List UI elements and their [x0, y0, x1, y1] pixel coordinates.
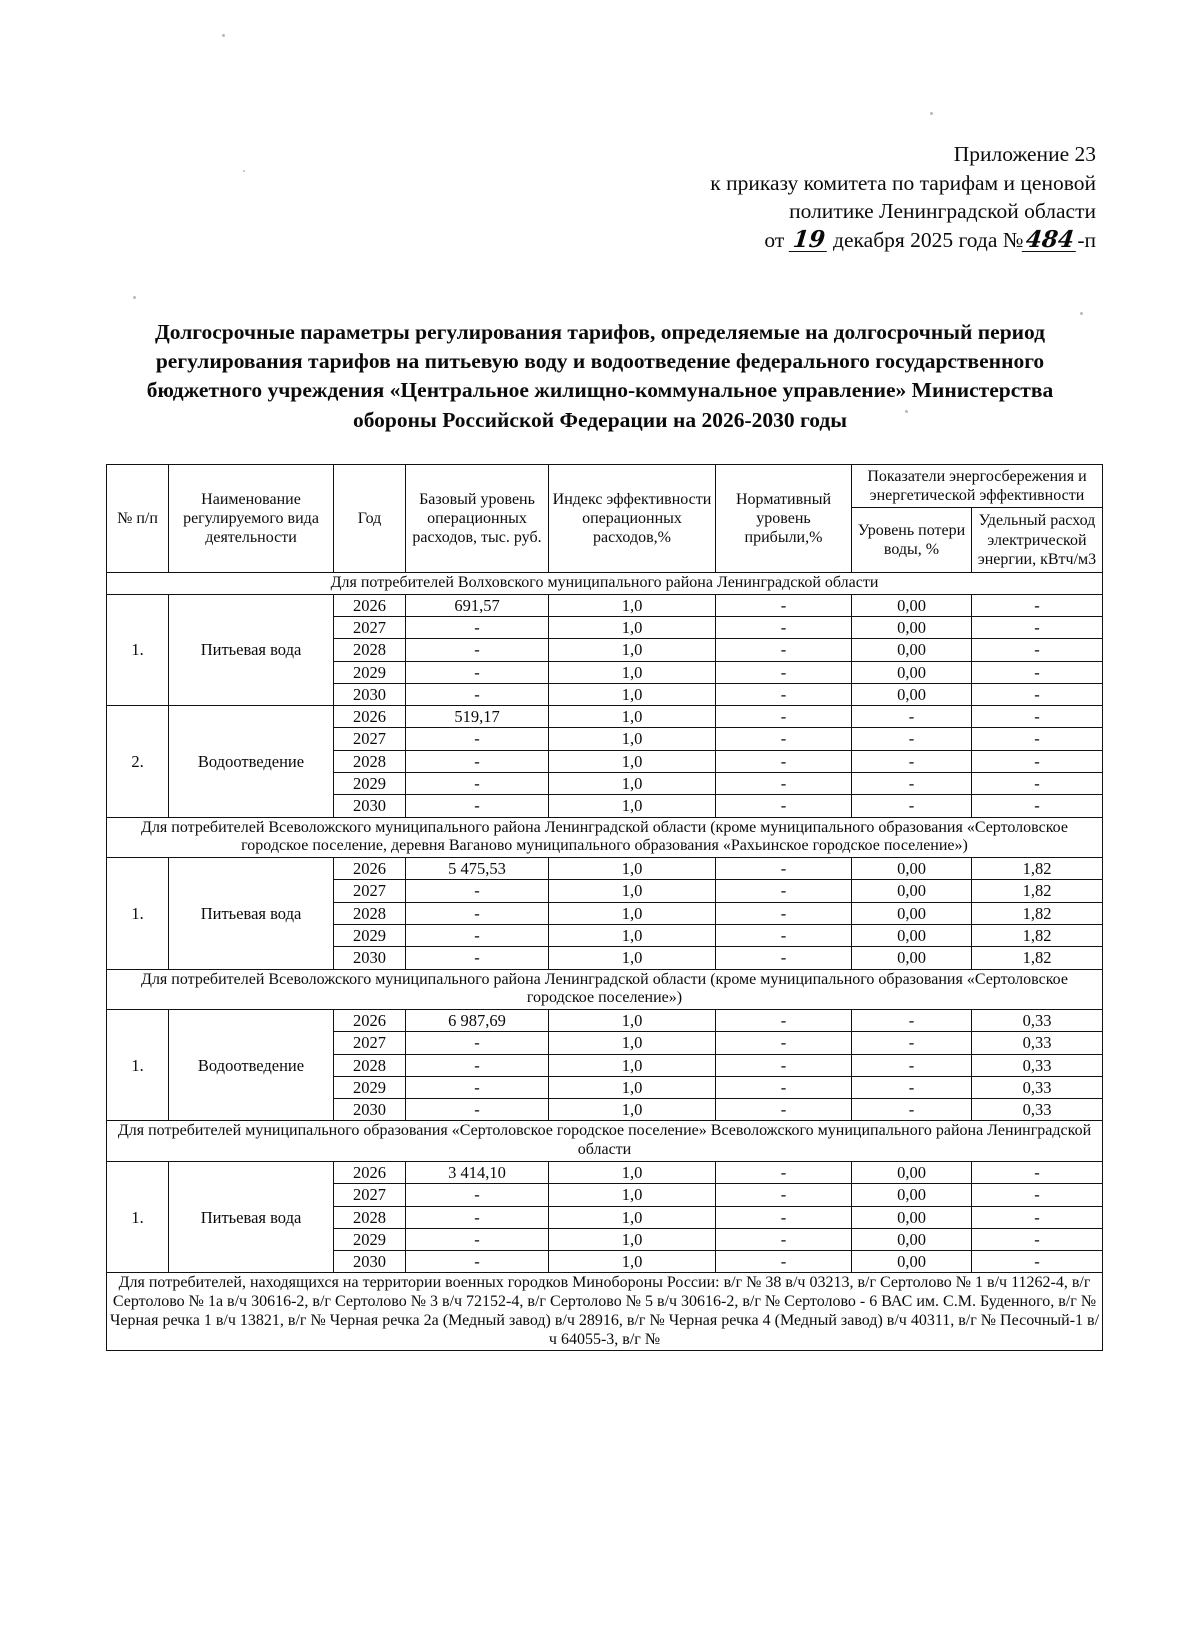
electric-cell: 0,33 [972, 1099, 1103, 1121]
year-cell: 2028 [334, 639, 406, 661]
electric-cell: - [972, 773, 1103, 795]
water-loss-cell: - [852, 795, 972, 817]
electric-cell: 0,33 [972, 1032, 1103, 1054]
efficiency-index-cell: 1,0 [549, 661, 716, 683]
year-cell: 2027 [334, 880, 406, 902]
section-caption: Для потребителей Всеволожского муниципального района Ленинградской области (кроме муниципального образования «Сертоловское городское поселение») [107, 969, 1103, 1009]
efficiency-index-cell: 1,0 [549, 1161, 716, 1183]
year-cell: 2030 [334, 947, 406, 969]
col-header-no: № п/п [107, 465, 169, 573]
efficiency-index-cell: 1,0 [549, 1009, 716, 1031]
water-loss-cell: - [852, 1032, 972, 1054]
year-cell: 2026 [334, 858, 406, 880]
efficiency-index-cell: 1,0 [549, 1076, 716, 1098]
water-loss-cell: 0,00 [852, 639, 972, 661]
base-level-cell: - [406, 1054, 549, 1076]
page-title: Долгосрочные параметры регулирования тарифов, определяемые на долгосрочный период регулирования тарифов на питьевую воду и водоотведение федерального государственного бюджетного учреждения «Центральное жилищно-коммунальное управление» Министерства обороны Российской Федерации на 2026-2030 годы [146, 320, 1054, 432]
year-cell: 2026 [334, 1009, 406, 1031]
year-cell: 2030 [334, 1099, 406, 1121]
year-cell: 2026 [334, 706, 406, 728]
activity-name: Водоотведение [169, 706, 334, 817]
year-cell: 2029 [334, 661, 406, 683]
row-number: 1. [107, 594, 169, 705]
profit-level-cell: - [716, 1228, 852, 1250]
section-caption: Для потребителей Волховского муниципального района Ленинградской области [107, 572, 1103, 594]
water-loss-cell: 0,00 [852, 616, 972, 638]
order-number-handwritten: 484 [1022, 228, 1079, 252]
table-header-row-1 [107, 465, 1103, 508]
electric-cell: - [972, 1206, 1103, 1228]
water-loss-cell: 0,00 [852, 1251, 972, 1273]
efficiency-index-cell: 1,0 [549, 616, 716, 638]
section-caption: Для потребителей Всеволожского муниципального района Ленинградской области (кроме муниципального образования «Сертоловское городское поселение, деревня Ваганово муниципального образования «Рахьинское городское поселение») [107, 817, 1103, 857]
appendix-number: Приложение 23 [953, 142, 1096, 166]
profit-level-cell: - [716, 706, 852, 728]
electric-cell: - [972, 728, 1103, 750]
base-level-cell: - [406, 1228, 549, 1250]
profit-level-cell: - [716, 683, 852, 705]
electric-cell: - [972, 594, 1103, 616]
electric-cell: - [972, 616, 1103, 638]
electric-cell: 1,82 [972, 858, 1103, 880]
year-cell: 2030 [334, 1251, 406, 1273]
electric-cell: 0,33 [972, 1076, 1103, 1098]
col-header-year: Год [334, 465, 406, 573]
profit-level-cell: - [716, 795, 852, 817]
efficiency-index-cell: 1,0 [549, 947, 716, 969]
water-loss-cell: 0,00 [852, 683, 972, 705]
base-level-cell: - [406, 1099, 549, 1121]
profit-level-cell: - [716, 773, 852, 795]
efficiency-index-cell: 1,0 [549, 1206, 716, 1228]
scan-speckle [243, 170, 245, 172]
water-loss-cell: - [852, 1099, 972, 1121]
water-loss-cell: 0,00 [852, 1228, 972, 1250]
base-level-cell: - [406, 773, 549, 795]
base-level-cell: - [406, 1251, 549, 1273]
base-level-cell: 691,57 [406, 594, 549, 616]
profit-level-cell: - [716, 1009, 852, 1031]
year-cell: 2029 [334, 773, 406, 795]
water-loss-cell: - [852, 1076, 972, 1098]
order-month-year: декабря 2025 года № [833, 227, 1024, 252]
base-level-cell: - [406, 639, 549, 661]
section-caption-row [107, 969, 1103, 1009]
water-loss-cell: - [852, 1054, 972, 1076]
base-level-cell: 519,17 [406, 706, 549, 728]
efficiency-index-cell: 1,0 [549, 924, 716, 946]
profit-level-cell: - [716, 750, 852, 772]
document-header [576, 140, 1096, 254]
electric-cell: 0,33 [972, 1009, 1103, 1031]
base-level-cell: - [406, 924, 549, 946]
scan-speckle [930, 112, 933, 115]
year-cell: 2027 [334, 1184, 406, 1206]
efficiency-index-cell: 1,0 [549, 1184, 716, 1206]
profit-level-cell: - [716, 924, 852, 946]
water-loss-cell: 0,00 [852, 661, 972, 683]
profit-level-cell: - [716, 1054, 852, 1076]
row-number: 1. [107, 1161, 169, 1272]
col-header-energy-group: Показатели энергосбережения и энергетической эффективности [852, 465, 1103, 508]
profit-level-cell: - [716, 1076, 852, 1098]
year-cell: 2028 [334, 750, 406, 772]
year-cell: 2028 [334, 902, 406, 924]
water-loss-cell: - [852, 773, 972, 795]
efficiency-index-cell: 1,0 [549, 1099, 716, 1121]
water-loss-cell: 0,00 [852, 924, 972, 946]
efficiency-index-cell: 1,0 [549, 594, 716, 616]
table-row [107, 1161, 1103, 1183]
activity-name: Питьевая вода [169, 594, 334, 705]
water-loss-cell: 0,00 [852, 947, 972, 969]
efficiency-index-cell: 1,0 [549, 795, 716, 817]
electric-cell: - [972, 750, 1103, 772]
electric-cell: - [972, 683, 1103, 705]
water-loss-cell: 0,00 [852, 1161, 972, 1183]
water-loss-cell: 0,00 [852, 1184, 972, 1206]
year-cell: 2029 [334, 924, 406, 946]
order-reference-line-2: политике Ленинградской области [789, 199, 1096, 224]
col-header-electric-consumption: Удельный расход электрической энергии, кВтч/м3 [972, 508, 1103, 573]
efficiency-index-cell: 1,0 [549, 750, 716, 772]
section-caption-row [107, 1273, 1103, 1351]
efficiency-index-cell: 1,0 [549, 880, 716, 902]
col-header-water-loss: Уровень потери воды, % [852, 508, 972, 573]
table-body [107, 572, 1103, 1350]
base-level-cell: - [406, 683, 549, 705]
year-cell: 2027 [334, 728, 406, 750]
year-cell: 2026 [334, 594, 406, 616]
activity-name: Питьевая вода [169, 858, 334, 969]
efficiency-index-cell: 1,0 [549, 728, 716, 750]
efficiency-index-cell: 1,0 [549, 1251, 716, 1273]
efficiency-index-cell: 1,0 [549, 902, 716, 924]
table-row [107, 1009, 1103, 1031]
order-date-line [576, 226, 1096, 255]
base-level-cell: - [406, 1076, 549, 1098]
efficiency-index-cell: 1,0 [549, 706, 716, 728]
year-cell: 2029 [334, 1076, 406, 1098]
electric-cell: - [972, 1228, 1103, 1250]
order-number-suffix: -п [1077, 227, 1096, 252]
profit-level-cell: - [716, 1206, 852, 1228]
scan-speckle [222, 34, 225, 37]
year-cell: 2028 [334, 1206, 406, 1228]
base-level-cell: - [406, 616, 549, 638]
electric-cell: - [972, 1184, 1103, 1206]
electric-cell: - [972, 1161, 1103, 1183]
efficiency-index-cell: 1,0 [549, 639, 716, 661]
efficiency-index-cell: 1,0 [549, 858, 716, 880]
electric-cell: 0,33 [972, 1054, 1103, 1076]
base-level-cell: - [406, 661, 549, 683]
base-level-cell: - [406, 728, 549, 750]
profit-level-cell: - [716, 858, 852, 880]
profit-level-cell: - [716, 902, 852, 924]
section-caption-row [107, 817, 1103, 857]
electric-cell: - [972, 1251, 1103, 1273]
electric-cell: - [972, 706, 1103, 728]
base-level-cell: 5 475,53 [406, 858, 549, 880]
year-cell: 2027 [334, 1032, 406, 1054]
year-cell: 2027 [334, 616, 406, 638]
water-loss-cell: - [852, 706, 972, 728]
base-level-cell: - [406, 1032, 549, 1054]
electric-cell: - [972, 639, 1103, 661]
year-cell: 2026 [334, 1161, 406, 1183]
tariff-table-container [106, 464, 1102, 1351]
efficiency-index-cell: 1,0 [549, 773, 716, 795]
water-loss-cell: - [852, 1009, 972, 1031]
water-loss-cell: - [852, 728, 972, 750]
electric-cell: 1,82 [972, 947, 1103, 969]
col-header-activity-name: Наименование регулируемого вида деятельности [169, 465, 334, 573]
efficiency-index-cell: 1,0 [549, 683, 716, 705]
base-level-cell: - [406, 1206, 549, 1228]
order-reference-line-1: к приказу комитета по тарифам и ценовой [710, 170, 1096, 195]
base-level-cell: 6 987,69 [406, 1009, 549, 1031]
profit-level-cell: - [716, 880, 852, 902]
col-header-efficiency-index: Индекс эффективности операционных расходов,% [549, 465, 716, 573]
base-level-cell: - [406, 947, 549, 969]
water-loss-cell: 0,00 [852, 880, 972, 902]
base-level-cell: - [406, 795, 549, 817]
electric-cell: 1,82 [972, 924, 1103, 946]
section-caption: Для потребителей, находящихся на территории военных городков Минобороны России: в/г № 38 в/ч 03213, в/г Сертолово № 1 в/ч 11262-4, в/г Сертолово № 1а в/ч 30616-2, в/г Сертолово № 3 в/ч 72152-4, в/г Сертолово № 5 в/ч 30616-2, в/г № Сертолово - 6 ВАС им. С.М. Буденного, в/г № Черная речка 1 в/ч 13821, в/г № Черная речка 2а (Медный завод) в/ч 28916, в/г № Черная речка 4 (Медный завод) в/ч 40311, в/г № Песочный-1 в/ч 64055-3, в/г № [107, 1273, 1103, 1351]
efficiency-index-cell: 1,0 [549, 1228, 716, 1250]
order-day-handwritten: 19 [788, 228, 829, 252]
profit-level-cell: - [716, 947, 852, 969]
activity-name: Питьевая вода [169, 1161, 334, 1272]
electric-cell: 1,82 [972, 902, 1103, 924]
table-header [107, 465, 1103, 573]
base-level-cell: 3 414,10 [406, 1161, 549, 1183]
water-loss-cell: 0,00 [852, 594, 972, 616]
profit-level-cell: - [716, 1251, 852, 1273]
electric-cell: - [972, 661, 1103, 683]
section-caption: Для потребителей муниципального образования «Сертоловское городское поселение» Всеволожского муниципального района Ленинградской области [107, 1121, 1103, 1161]
water-loss-cell: 0,00 [852, 902, 972, 924]
profit-level-cell: - [716, 1184, 852, 1206]
base-level-cell: - [406, 1184, 549, 1206]
profit-level-cell: - [716, 1161, 852, 1183]
profit-level-cell: - [716, 639, 852, 661]
profit-level-cell: - [716, 616, 852, 638]
tariff-table [106, 464, 1103, 1351]
efficiency-index-cell: 1,0 [549, 1032, 716, 1054]
year-cell: 2029 [334, 1228, 406, 1250]
base-level-cell: - [406, 880, 549, 902]
water-loss-cell: 0,00 [852, 1206, 972, 1228]
table-row [107, 706, 1103, 728]
row-number: 1. [107, 1009, 169, 1120]
profit-level-cell: - [716, 661, 852, 683]
table-row [107, 858, 1103, 880]
year-cell: 2028 [334, 1054, 406, 1076]
scan-speckle [133, 296, 136, 299]
electric-cell: 1,82 [972, 880, 1103, 902]
profit-level-cell: - [716, 1099, 852, 1121]
col-header-profit-level: Нормативный уровень прибыли,% [716, 465, 852, 573]
section-caption-row [107, 1121, 1103, 1161]
row-number: 1. [107, 858, 169, 969]
col-header-base-level: Базовый уровень операционных расходов, тыс. руб. [406, 465, 549, 573]
base-level-cell: - [406, 750, 549, 772]
profit-level-cell: - [716, 728, 852, 750]
profit-level-cell: - [716, 594, 852, 616]
electric-cell: - [972, 795, 1103, 817]
profit-level-cell: - [716, 1032, 852, 1054]
row-number: 2. [107, 706, 169, 817]
base-level-cell: - [406, 902, 549, 924]
efficiency-index-cell: 1,0 [549, 1054, 716, 1076]
year-cell: 2030 [334, 683, 406, 705]
section-caption-row [107, 572, 1103, 594]
activity-name: Водоотведение [169, 1009, 334, 1120]
water-loss-cell: - [852, 750, 972, 772]
water-loss-cell: 0,00 [852, 858, 972, 880]
table-row [107, 594, 1103, 616]
scan-speckle [1080, 312, 1083, 315]
order-date-prefix: от [764, 227, 785, 252]
year-cell: 2030 [334, 795, 406, 817]
